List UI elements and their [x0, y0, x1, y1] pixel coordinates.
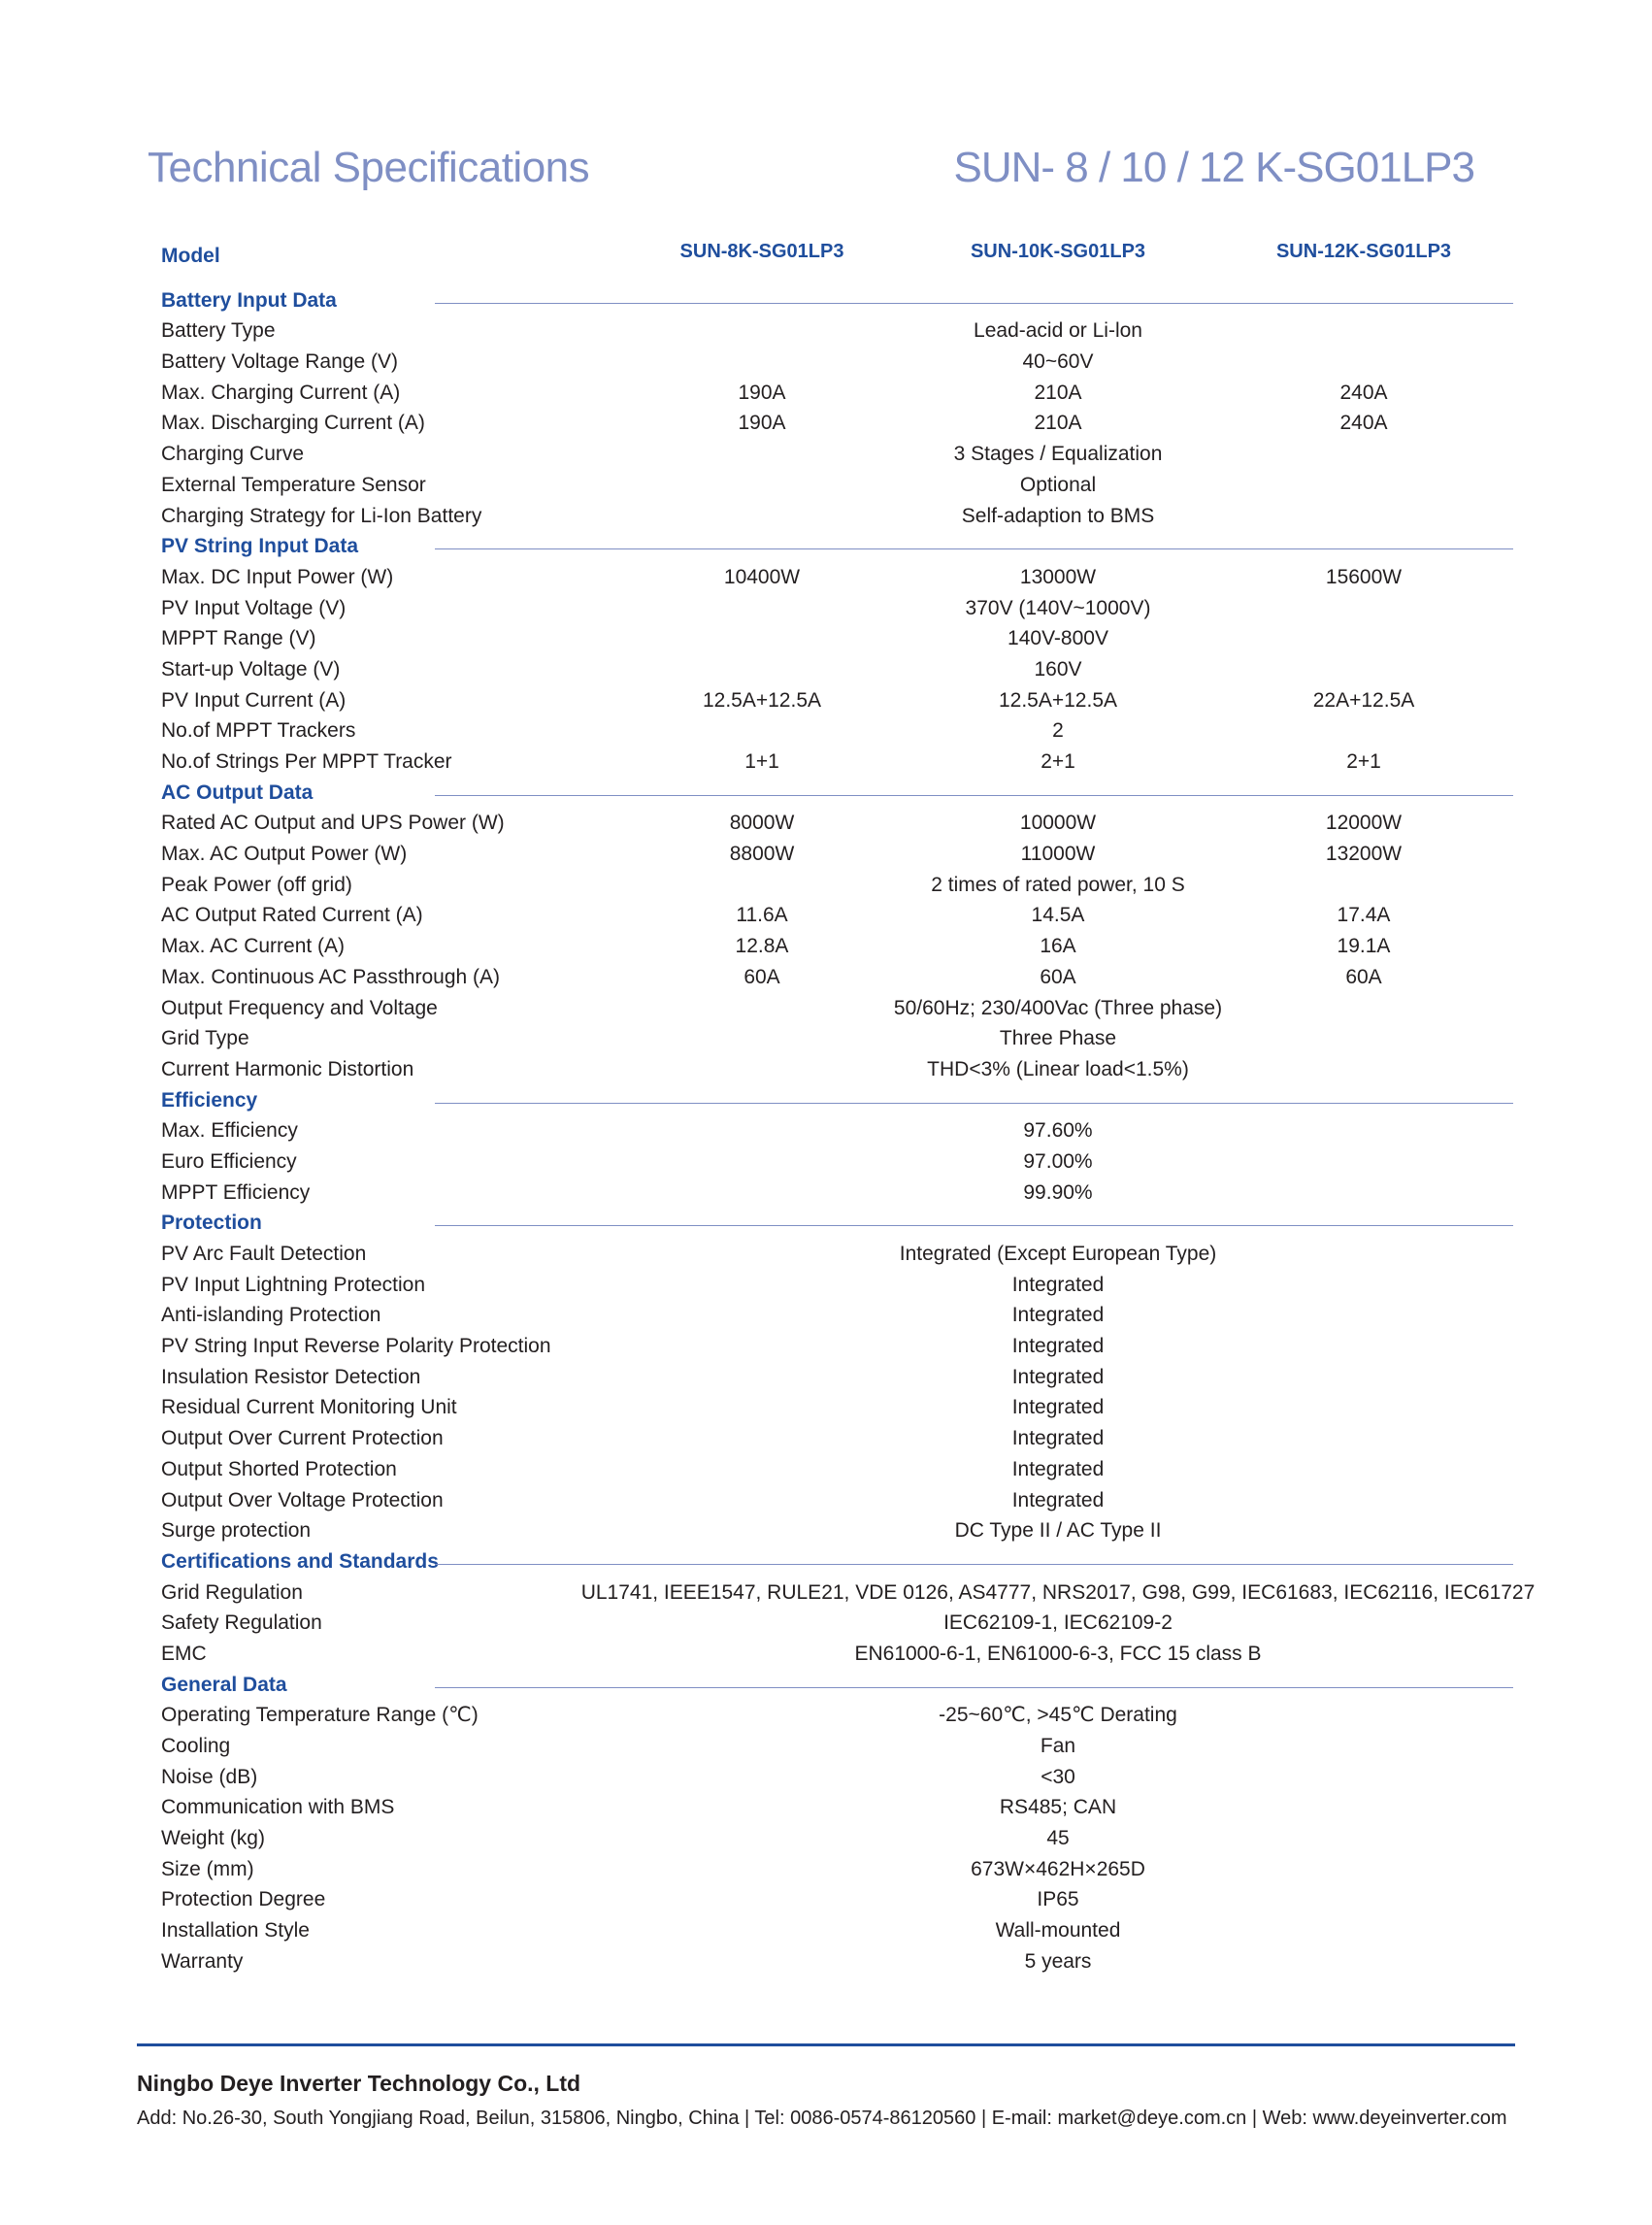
spec-row — [0, 1577, 1652, 1609]
section-title: AC Output Data — [161, 780, 314, 804]
spec-value-model-1: 12.8A — [735, 935, 789, 958]
spec-label: AC Output Rated Current (A) — [161, 904, 423, 927]
spec-label: Size (mm) — [161, 1857, 254, 1880]
spec-value-all-models: 50/60Hz; 230/400Vac (Three phase) — [893, 996, 1223, 1019]
spec-row — [0, 1023, 1652, 1054]
spec-row — [0, 839, 1652, 870]
spec-value-all-models: 673W×462H×265D — [971, 1857, 1145, 1880]
spec-row — [0, 347, 1652, 378]
spec-label: No.of Strings Per MPPT Tracker — [161, 750, 452, 773]
spec-value-all-models: Integrated — [1011, 1335, 1105, 1358]
spec-value-all-models: 40~60V — [1022, 350, 1094, 374]
spec-value-model-1: 190A — [738, 381, 786, 404]
spec-label: Insulation Resistor Detection — [161, 1365, 421, 1388]
spec-value-model-2: 11000W — [1020, 843, 1096, 866]
spec-row — [0, 623, 1652, 654]
spec-value-all-models: 370V (140V~1000V) — [965, 596, 1151, 619]
spec-label: Weight (kg) — [161, 1827, 265, 1850]
spec-value-model-3: 240A — [1339, 381, 1388, 404]
spec-value-model-2: 12.5A+12.5A — [998, 688, 1118, 712]
spec-row — [0, 1178, 1652, 1209]
spec-row — [0, 1823, 1652, 1854]
spec-value-model-2: 60A — [1040, 965, 1076, 988]
spec-row — [0, 870, 1652, 901]
spec-value-all-models: Integrated — [1011, 1396, 1105, 1419]
spec-value-model-1: 11.6A — [736, 904, 788, 927]
spec-row — [0, 1792, 1652, 1823]
spec-label: Max. AC Output Power (W) — [161, 843, 408, 866]
spec-value-all-models: 97.60% — [1023, 1119, 1093, 1143]
section-title: General Data — [161, 1673, 287, 1696]
spec-value-model-2: 10000W — [1019, 812, 1097, 835]
spec-value-model-1: 8800W — [729, 843, 795, 866]
spec-row — [0, 1700, 1652, 1731]
spec-label: Current Harmonic Distortion — [161, 1057, 414, 1080]
spec-value-all-models: Optional — [1019, 473, 1097, 496]
spec-value-model-1: 190A — [738, 412, 786, 435]
spec-value-model-1: 1+1 — [744, 750, 779, 773]
section-title: PV String Input Data — [161, 535, 359, 558]
spec-row — [0, 439, 1652, 470]
spec-value-model-1: 12.5A+12.5A — [702, 688, 822, 712]
spec-row — [0, 1300, 1652, 1331]
spec-label: Safety Regulation — [161, 1611, 322, 1635]
section-divider — [435, 548, 1513, 549]
spec-label: Rated AC Output and UPS Power (W) — [161, 812, 505, 835]
spec-row — [0, 1054, 1652, 1085]
spec-row — [0, 654, 1652, 685]
spec-value-all-models: 140V-800V — [1008, 627, 1108, 650]
spec-value-all-models: IP65 — [1037, 1888, 1079, 1911]
model-col-2: SUN-10K-SG01LP3 — [970, 241, 1146, 262]
spec-row — [0, 715, 1652, 747]
spec-label: Max. AC Current (A) — [161, 935, 346, 958]
spec-label: Max. DC Input Power (W) — [161, 565, 394, 588]
spec-label: EMC — [161, 1642, 207, 1665]
spec-row — [0, 378, 1652, 409]
spec-value-model-3: 19.1A — [1337, 935, 1391, 958]
section-header — [0, 1085, 1652, 1116]
spec-value-model-2: 2+1 — [1041, 750, 1075, 773]
spec-label: Max. Discharging Current (A) — [161, 412, 425, 435]
spec-value-all-models: UL1741, IEEE1547, RULE21, VDE 0126, AS4777, NRS2017, G98, G99, IEC61683, IEC62116, IEC61727 — [580, 1580, 1536, 1604]
spec-label: PV Input Lightning Protection — [161, 1273, 426, 1296]
spec-row — [0, 1485, 1652, 1516]
section-divider — [435, 1225, 1513, 1226]
spec-label: Warranty — [161, 1949, 244, 1973]
spec-label: Euro Efficiency — [161, 1149, 297, 1173]
spec-label: Output Shorted Protection — [161, 1457, 397, 1480]
spec-row — [0, 962, 1652, 993]
spec-value-model-3: 13200W — [1325, 843, 1403, 866]
spec-row — [0, 1454, 1652, 1485]
spec-value-model-1: 10400W — [723, 565, 801, 588]
spec-value-all-models: -25~60℃, >45℃ Derating — [939, 1704, 1177, 1727]
section-header — [0, 285, 1652, 316]
spec-value-model-2: 16A — [1040, 935, 1076, 958]
spec-row — [0, 1331, 1652, 1362]
spec-label: No.of MPPT Trackers — [161, 719, 356, 743]
spec-row — [0, 808, 1652, 839]
spec-row — [0, 900, 1652, 931]
spec-row — [0, 1731, 1652, 1762]
spec-row — [0, 1392, 1652, 1423]
spec-value-model-3: 12000W — [1325, 812, 1403, 835]
spec-value-all-models: Lead-acid or Li-lon — [974, 319, 1142, 343]
spec-value-all-models: Integrated (Except European Type) — [899, 1243, 1217, 1265]
spec-row — [0, 1239, 1652, 1270]
spec-value-all-models: 160V — [1034, 657, 1082, 681]
spec-value-model-3: 2+1 — [1346, 750, 1381, 773]
spec-value-model-3: 17.4A — [1337, 904, 1391, 927]
spec-label: Battery Type — [161, 319, 276, 343]
spec-row — [0, 1762, 1652, 1793]
spec-value-all-models: Integrated — [1011, 1304, 1105, 1327]
spec-label: Installation Style — [161, 1919, 310, 1943]
spec-value-all-models: Integrated — [1011, 1365, 1105, 1388]
spec-label: Start-up Voltage (V) — [161, 657, 341, 681]
spec-label: Grid Regulation — [161, 1580, 303, 1604]
company-name: Ningbo Deye Inverter Technology Co., Ltd — [137, 2071, 581, 2096]
spec-row — [0, 1270, 1652, 1301]
spec-value-all-models: DC Type II / AC Type II — [954, 1519, 1162, 1543]
spec-value-all-models: Self-adaption to BMS — [961, 504, 1155, 527]
spec-value-all-models: RS485; CAN — [999, 1796, 1117, 1819]
spec-value-model-1: 60A — [743, 965, 780, 988]
spec-label: Protection Degree — [161, 1888, 326, 1911]
spec-label: Communication with BMS — [161, 1796, 395, 1819]
section-divider — [435, 795, 1513, 796]
footer-divider — [137, 2043, 1515, 2046]
spec-value-model-3: 15600W — [1325, 565, 1403, 588]
spec-label: Max. Continuous AC Passthrough (A) — [161, 965, 501, 988]
spec-row — [0, 931, 1652, 962]
spec-label: Charging Strategy for Li-Ion Battery — [161, 504, 482, 527]
spec-row — [0, 501, 1652, 532]
spec-value-all-models: Integrated — [1011, 1273, 1105, 1296]
spec-label: PV String Input Reverse Polarity Protection — [161, 1335, 551, 1358]
section-header — [0, 778, 1652, 809]
section-title: Battery Input Data — [161, 288, 337, 312]
model-label: Model — [161, 245, 220, 267]
section-header — [0, 1670, 1652, 1701]
spec-row — [0, 1639, 1652, 1670]
spec-row — [0, 1115, 1652, 1146]
page-title: Technical Specifications — [148, 144, 590, 191]
spec-label: Surge protection — [161, 1519, 312, 1543]
spec-label: External Temperature Sensor — [161, 473, 426, 496]
section-divider — [435, 1103, 1513, 1104]
spec-value-all-models: Fan — [1040, 1735, 1076, 1757]
spec-label: PV Arc Fault Detection — [161, 1243, 367, 1265]
section-header — [0, 1546, 1652, 1577]
spec-value-all-models: Integrated — [1011, 1427, 1105, 1450]
spec-label: Grid Type — [161, 1027, 249, 1050]
spec-label: Output Over Current Protection — [161, 1427, 444, 1450]
spec-value-model-2: 13000W — [1019, 565, 1097, 588]
spec-row — [0, 747, 1652, 778]
spec-value-model-1: 8000W — [729, 812, 795, 835]
spec-row — [0, 408, 1652, 439]
spec-row — [0, 470, 1652, 501]
spec-label: Max. Charging Current (A) — [161, 381, 401, 404]
spec-value-all-models: Integrated — [1011, 1488, 1105, 1511]
section-title: Protection — [161, 1212, 262, 1235]
spec-row — [0, 1362, 1652, 1393]
company-address: Add: No.26-30, South Yongjiang Road, Beilun, 315806, Ningbo, China | Tel: 0086-0574-86120560 | E-mail: market@deye.com.cn | Web: www.deyeinverter.com — [137, 2108, 1507, 2129]
spec-label: PV Input Current (A) — [161, 688, 347, 712]
model-col-1: SUN-8K-SG01LP3 — [679, 241, 844, 262]
spec-label: Cooling — [161, 1735, 231, 1757]
spec-row — [0, 1884, 1652, 1915]
spec-row — [0, 1423, 1652, 1454]
spec-value-all-models: EN61000-6-1, EN61000-6-3, FCC 15 class B — [854, 1642, 1262, 1665]
spec-value-all-models: Three Phase — [999, 1027, 1117, 1050]
spec-value-all-models: 45 — [1046, 1827, 1070, 1850]
spec-label: PV Input Voltage (V) — [161, 596, 347, 619]
spec-label: Max. Efficiency — [161, 1119, 298, 1143]
spec-value-model-2: 210A — [1034, 412, 1082, 435]
spec-row — [0, 1915, 1652, 1946]
section-title: Efficiency — [161, 1088, 258, 1112]
spec-value-all-models: 5 years — [1024, 1949, 1092, 1973]
section-divider — [435, 1687, 1513, 1688]
spec-row — [0, 315, 1652, 347]
spec-value-all-models: 2 — [1052, 719, 1064, 743]
model-col-3: SUN-12K-SG01LP3 — [1275, 241, 1452, 262]
spec-value-model-2: 210A — [1034, 381, 1082, 404]
spec-value-all-models: <30 — [1041, 1765, 1075, 1788]
spec-row — [0, 685, 1652, 716]
spec-value-all-models: 97.00% — [1023, 1149, 1093, 1173]
spec-value-model-3: 60A — [1345, 965, 1382, 988]
spec-value-all-models: 99.90% — [1023, 1180, 1093, 1204]
spec-value-all-models: 2 times of rated power, 10 S — [931, 873, 1185, 896]
spec-value-model-2: 14.5A — [1031, 904, 1085, 927]
spec-row — [0, 1515, 1652, 1546]
spec-row — [0, 1854, 1652, 1885]
model-row — [0, 241, 1652, 272]
spec-table — [0, 241, 1652, 1977]
section-header — [0, 1208, 1652, 1239]
spec-value-model-3: 22A+12.5A — [1312, 688, 1415, 712]
spec-value-all-models: Integrated — [1011, 1457, 1105, 1480]
spec-label: Noise (dB) — [161, 1765, 258, 1788]
spec-row — [0, 1946, 1652, 1977]
spec-label: Peak Power (off grid) — [161, 873, 352, 896]
section-divider — [435, 303, 1513, 304]
section-title: Certifications and Standards — [161, 1549, 439, 1573]
section-divider — [435, 1564, 1513, 1565]
model-series-title: SUN- 8 / 10 / 12 K-SG01LP3 — [953, 144, 1474, 191]
spec-row — [0, 1146, 1652, 1178]
spec-value-model-3: 240A — [1339, 412, 1388, 435]
spec-value-all-models: 3 Stages / Equalization — [953, 443, 1163, 466]
spec-value-all-models: THD<3% (Linear load<1.5%) — [927, 1057, 1189, 1080]
spec-label: Anti-islanding Protection — [161, 1304, 381, 1327]
spec-row — [0, 1608, 1652, 1639]
section-header — [0, 531, 1652, 562]
spec-label: Residual Current Monitoring Unit — [161, 1396, 457, 1419]
spec-value-all-models: IEC62109-1, IEC62109-2 — [943, 1611, 1173, 1635]
spec-sections — [0, 285, 1652, 1977]
spec-row — [0, 993, 1652, 1024]
spec-value-all-models: Wall-mounted — [995, 1919, 1121, 1943]
spec-row — [0, 562, 1652, 593]
spec-label: MPPT Efficiency — [161, 1180, 311, 1204]
spec-label: Output Frequency and Voltage — [161, 996, 438, 1019]
spec-label: Charging Curve — [161, 443, 305, 466]
spec-label: Output Over Voltage Protection — [161, 1488, 444, 1511]
spec-label: Operating Temperature Range (℃) — [161, 1704, 479, 1727]
spec-label: MPPT Range (V) — [161, 627, 316, 650]
spec-label: Battery Voltage Range (V) — [161, 350, 398, 374]
spec-row — [0, 593, 1652, 624]
